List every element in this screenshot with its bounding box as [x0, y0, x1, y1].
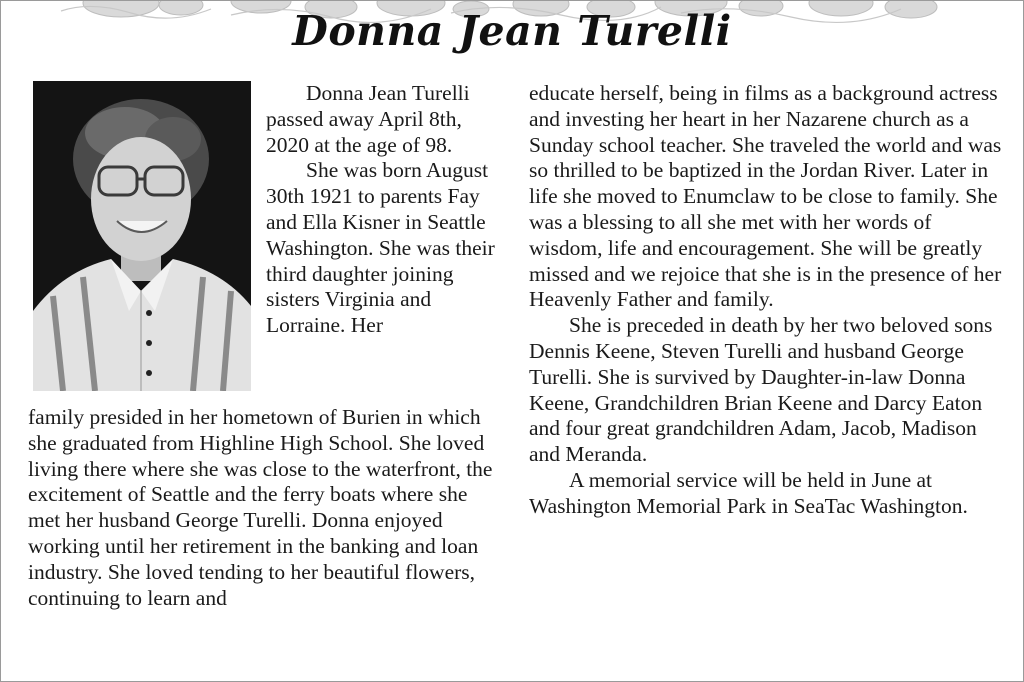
- obituary-paragraph: She was born August 30th 1921 to parents Fay and Ella Kisner in Seattle Washington. She was their third daughter joining sisters Virginia and Lorraine. Her: [266, 158, 495, 338]
- obituary-right-column-text: [529, 81, 1003, 520]
- obituary-paragraph: Donna Jean Turelli passed away April 8th, 2020 at the age of 98.: [266, 81, 470, 157]
- obituary-paragraph-survivors: She is preceded in death by her two beloved sons Dennis Keene, Steven Turelli and husband George Turelli. She is survived by Daughter-in-law Donna Keene, Grandchildren Brian Keene and Darcy Eaton and four great grandchildren Adam, Jacob, Madison and Meranda.: [529, 313, 993, 467]
- obituary-paragraph-memorial: A memorial service will be held in June at Washington Memorial Park in SeaTac Washington.: [529, 467, 968, 518]
- obituary-paragraph-continued: family presided in her hometown of Burien in which she graduated from Highline High School. She loved living there where she was close to the waterfront, the excitement of Seattle and the ferry boats where she met her husband George Turelli. Donna enjoyed working until her retirement in the banking and loan industry. She loved tending to her beautiful flowers, continuing to learn and: [28, 405, 493, 610]
- obituary-title: Donna Jean Turelli: [292, 7, 732, 55]
- obituary-left-bottom-text: [28, 405, 498, 611]
- obituary-left-top-text: [266, 81, 498, 339]
- obituary-paragraph-continued: educate herself, being in films as a background actress and investing her heart in her Nazarene church as a Sunday school teacher. She traveled the world and was so thrilled to be baptized in the Jordan River. Later in life she moved to Enumclaw to be close to family. She was a blessing to all she met with her words of wisdom, life and encouragement. She will be greatly missed and we rejoice that she is in the presence of her Heavenly Father and family.: [529, 81, 1002, 312]
- portrait-photo: [33, 81, 251, 391]
